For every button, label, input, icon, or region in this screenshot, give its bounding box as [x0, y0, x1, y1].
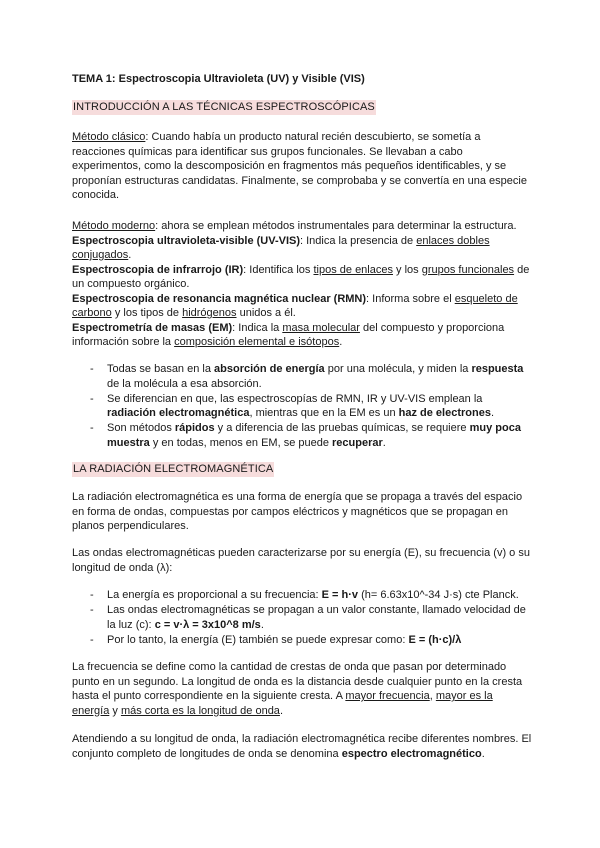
bullet-text: y en todas, menos en EM, se puede: [149, 436, 333, 449]
em-term: Espectrometría de masas (EM): [72, 321, 233, 334]
bullet-bold: radiación electromagnética: [107, 407, 250, 419]
bullet-text: y a diferencia de las pruebas químicas, se requiere: [214, 422, 470, 434]
bullet-bold: recuperar: [332, 436, 383, 449]
page-title: TEMA 1: Espectroscopia Ultravioleta (UV) y Visible (VIS): [72, 73, 365, 85]
list-item: [72, 362, 532, 391]
list-item: [72, 633, 532, 648]
em-underline-2: composición elemental e isótopos: [174, 336, 340, 348]
bullet-text: (h= 6.63x10^-34 J·s) cte Planck.: [358, 589, 519, 601]
frequency-text-2: ,: [429, 690, 436, 702]
uvvis-definition: [72, 234, 532, 263]
bullet-text: Se diferencian en que, las espectroscopías de RMN, IR y UV-VIS emplean la: [107, 392, 483, 405]
rmn-text-3: unidos a él.: [236, 307, 296, 319]
uvvis-text-2: .: [128, 249, 132, 261]
uvvis-underline-1: enlaces dobles conjugados: [72, 234, 490, 261]
bullet-bold: muy poca muestra: [107, 422, 521, 449]
frequency-text-1: La frecuencia se define como la cantidad de crestas de onda que pasan por determinado punto en un segundo. La longitud de onda es la distancia desde cualquier punto en la cresta hasta el punto correspondiente en la siguiente cresta. A: [72, 661, 523, 702]
bullet-text: por una molécula, y miden la: [324, 363, 472, 375]
em-text-3: .: [339, 336, 343, 348]
bullet-bold: c = v·λ = 3x10^8 m/s: [154, 618, 261, 631]
rmn-term: Espectroscopia de resonancia magnética nuclear (RMN): [72, 292, 367, 305]
rmn-text-1: : Informa sobre el: [366, 292, 455, 305]
em-definition: [72, 321, 532, 350]
ir-text-3: de un compuesto orgánico.: [72, 263, 530, 290]
bullet-text: , mientras que en la EM es un: [249, 407, 399, 419]
ir-text-2: y los: [392, 263, 422, 276]
bullet-text: .: [490, 407, 495, 419]
modern-method-line: [72, 219, 532, 234]
classic-method-label: Método clásico: [72, 131, 146, 143]
bullet-text: .: [382, 436, 386, 449]
paragraph-frequency: [72, 660, 532, 718]
frequency-underline-3: más corta es la longitud de onda: [120, 704, 280, 717]
bullet-bold: haz de electrones: [398, 407, 491, 419]
paragraph-waves: Las ondas electromagnéticas pueden caracterizarse por su energía (E), su frecuencia (v) o su longitud de onda (λ):: [72, 547, 530, 574]
list-item: [72, 588, 532, 603]
bullet-text: La energía es proporcional a su frecuencia:: [107, 589, 322, 601]
wave-properties-bullet-list: [72, 588, 532, 648]
rmn-underline-1: esqueleto de carbono: [72, 292, 518, 319]
bullet-text: Todas se basan en la: [107, 363, 215, 375]
frequency-underline-1: mayor frecuencia: [345, 690, 430, 702]
uvvis-term: Espectroscopia ultravioleta-visible (UV-VIS): [72, 234, 301, 247]
paragraph-radiation: La radiación electromagnética es una forma de energía que se propaga a través del espacio en forma de ondas, compuestas por campos eléctricos y magnéticos que se propagan en planos perpendiculares.: [72, 491, 523, 532]
modern-method-label: Método moderno: [72, 220, 156, 232]
list-item: [72, 603, 532, 632]
em-text-2: del compuesto y proporciona información sobre la: [72, 321, 505, 348]
bullet-bold: E = h·v: [321, 589, 359, 601]
uvvis-text-1: : Indica la presencia de: [300, 234, 417, 247]
ir-underline-1: tipos de enlaces: [313, 263, 393, 276]
section-heading-introduction: INTRODUCCIÓN A LAS TÉCNICAS ESPECTROSCÓPICAS: [73, 101, 375, 113]
bullet-text: de la molécula a esa absorción.: [107, 377, 262, 390]
bullet-text: .: [260, 618, 264, 631]
em-underline-1: masa molecular: [282, 321, 360, 334]
bullet-text: Por lo tanto, la energía (E) también se puede expresar como:: [107, 633, 409, 646]
classic-method-text: : Cuando había un producto natural recién descubierto, se sometía a reacciones químicas para identificar sus grupos funcionales. Se llevaban a cabo experimentos, como la descomposición en fragmentos más pequeños identificables, y se proponían estructuras candidatas. Finalmente, se comprobaba y se convertía en una especie conocida.: [72, 131, 527, 201]
ir-definition: [72, 263, 532, 292]
bullet-bold: E = (h·c)/λ: [408, 633, 462, 646]
bullet-text: Son métodos: [107, 422, 175, 434]
frequency-text-3: y: [109, 704, 121, 717]
spectrum-text-1: Atendiendo a su longitud de onda, la radiación electromagnética recibe diferentes nombres. El conjunto completo de longitudes de onda se denomina: [72, 733, 532, 760]
paragraph-classic-method: [72, 130, 532, 203]
paragraph-modern-method: [72, 219, 532, 350]
ir-term: Espectroscopia de infrarrojo (IR): [72, 263, 244, 276]
frequency-underline-2: mayor es la energía: [72, 690, 493, 717]
ir-underline-2: grupos funcionales: [421, 263, 515, 276]
rmn-text-2: y los tipos de: [111, 307, 183, 319]
paragraph-spectrum: [72, 732, 532, 761]
rmn-definition: [72, 292, 532, 321]
frequency-text-4: .: [279, 704, 283, 717]
rmn-underline-2: hidrógenos: [182, 307, 237, 319]
list-item: [72, 392, 532, 421]
techniques-bullet-list: [72, 362, 532, 451]
spectrum-text-2: .: [481, 747, 485, 760]
bullet-bold: rápidos: [174, 422, 215, 434]
bullet-bold: absorción de energía: [214, 363, 325, 375]
spectrum-bold: espectro electromagnético: [341, 747, 482, 760]
em-text-1: : Indica la: [232, 321, 283, 334]
section-heading-radiation: LA RADIACIÓN ELECTROMAGNÉTICA: [73, 463, 274, 475]
list-item: [72, 421, 532, 450]
bullet-bold: respuesta: [471, 363, 524, 375]
modern-method-text: : ahora se emplean métodos instrumentales para determinar la estructura.: [155, 220, 517, 232]
bullet-text: Las ondas electromagnéticas se propagan a un valor constante, llamado velocidad de la luz (c):: [107, 604, 526, 631]
ir-text-1: : Identifica los: [243, 263, 314, 276]
